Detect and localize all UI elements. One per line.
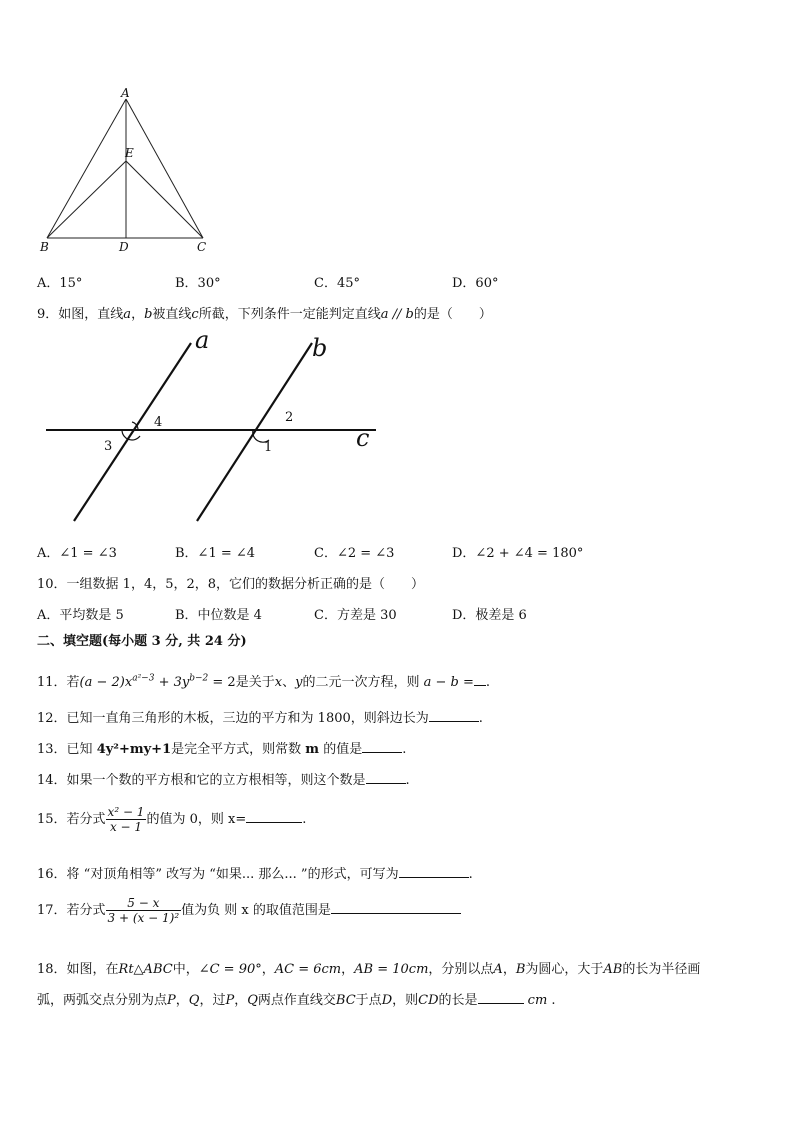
label-line-b: b (312, 334, 328, 362)
label-c: C (197, 240, 207, 254)
q8-option-b: B．30° (175, 276, 221, 291)
label-angle-2: 2 (285, 410, 294, 425)
q10-option-a: A．平均数是 5 (37, 608, 124, 623)
q13-answer-blank[interactable] (362, 740, 402, 753)
q9-stem: 9．如图，直线a，b被直线c所截，下列条件一定能判定直线a // b的是（ ） (37, 307, 492, 322)
q9-option-d: D．∠2 + ∠4 = 180° (452, 546, 584, 561)
q17-fraction: $\frac{5 - x}{\text{3 + (x − 1)²}}$ (107, 896, 180, 925)
q9-option-a: A．∠1 = ∠3 (37, 546, 117, 561)
q13-stem: 13．已知 4y²+my+1是完全平方式，则常数 m 的值是 . (37, 742, 407, 757)
q11-stem: 11．若$(a - 2)x^{a^2-3} + 3y^{b-2} = 2$是关于x、y的二元一次方程，则 a − b = . (37, 673, 490, 690)
q11-answer-blank[interactable] (474, 673, 486, 686)
edge-ac (126, 99, 203, 238)
q10-option-d: D．极差是 6 (452, 608, 527, 623)
q15-fraction: $\frac{\text{x² − 1}}{x - 1}$ (107, 805, 145, 834)
label-line-c: c (356, 424, 370, 452)
label-a: A (121, 86, 130, 100)
label-line-a: a (195, 328, 210, 354)
q9-option-c: C．∠2 = ∠3 (314, 546, 395, 561)
label-angle-3: 3 (104, 439, 113, 454)
q10-option-b: B．中位数是 4 (175, 608, 262, 623)
q12-stem: 12．已知一直角三角形的木板，三边的平方和为 1800，则斜边长为 . (37, 711, 483, 726)
q8-option-c: C．45° (314, 276, 360, 291)
label-e: E (125, 146, 134, 160)
q16-answer-blank[interactable] (399, 865, 469, 878)
q16-stem: 16．将 “对顶角相等” 改写为 “如果... 那么... ”的形式，可写为 . (37, 867, 473, 882)
segment-ce (126, 161, 203, 238)
q9-option-b: B．∠1 = ∠4 (175, 546, 256, 561)
line-a (74, 343, 191, 521)
q12-answer-blank[interactable] (429, 709, 479, 722)
q18-line2: 弧，两弧交点分别为点P，Q，过P，Q两点作直线交BC于点D，则CD的长是 cm . (37, 993, 556, 1008)
q17-answer-blank[interactable] (331, 901, 461, 914)
q15-stem: 15．若分式 $\frac{\text{x² − 1}}{x - 1}$ 的值为 0，则 x= . (37, 805, 307, 834)
q17-stem: 17．若分式 $\frac{5 - x}{\text{3 + (x − 1)²}}$ 值为负 则 x 的取值范围是 (37, 896, 461, 925)
triangle-figure (35, 85, 225, 255)
q8-option-a: A．15° (37, 276, 83, 291)
q18-line1: 18．如图，在Rt△ABC中，∠C = 90°，AC = 6cm，AB = 10cm，分别以点A，B为圆心，大于AB的长为半径画 (37, 962, 701, 977)
q15-answer-blank[interactable] (246, 810, 302, 823)
q14-answer-blank[interactable] (366, 771, 406, 784)
q10-stem: 10．一组数据 1，4，5，2，8，它们的数据分析正确的是（ ） (37, 577, 425, 592)
section-title: 二、填空题(每小题 3 分, 共 24 分) (37, 634, 247, 649)
q10-option-c: C．方差是 30 (314, 608, 397, 623)
parallel-lines-figure (40, 328, 390, 528)
label-angle-1: 1 (264, 440, 273, 455)
line-b (197, 343, 312, 521)
segment-be (47, 161, 126, 238)
q18-answer-blank[interactable] (478, 991, 524, 1004)
q14-stem: 14．如果一个数的平方根和它的立方根相等，则这个数是 . (37, 773, 410, 788)
edge-ab (47, 99, 126, 238)
label-b: B (40, 240, 49, 254)
q8-option-d: D．60° (452, 276, 499, 291)
label-d: D (119, 240, 129, 254)
label-angle-4: 4 (154, 415, 163, 430)
